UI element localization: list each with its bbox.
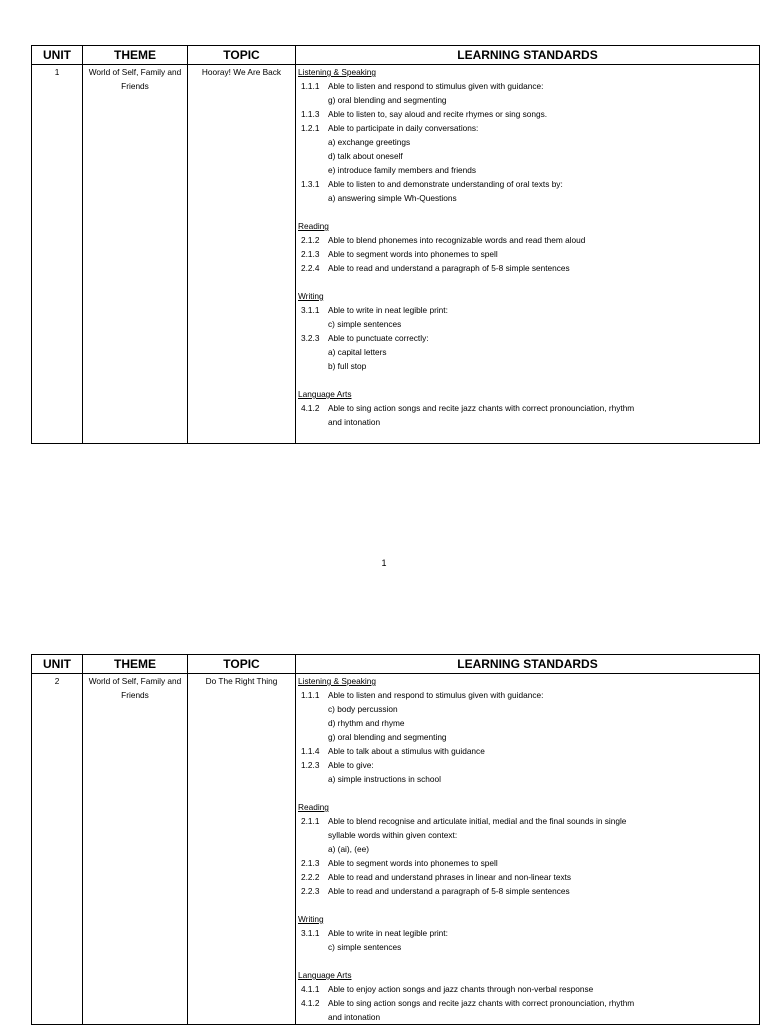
standard-subitem	[298, 135, 759, 149]
standard-text: Able to participate in daily conversations:	[328, 123, 479, 133]
standard-item	[298, 303, 759, 317]
standard-text: Able to read and understand a paragraph of 5-8 simple sentences	[328, 263, 570, 273]
standard-number: 3.1.1	[301, 305, 320, 315]
standard-subitem	[298, 702, 759, 716]
subitem-text: c) simple sentences	[328, 942, 402, 952]
standard-text: Able to punctuate correctly:	[328, 333, 429, 343]
section-heading: Reading	[298, 802, 329, 812]
section-heading: Writing	[298, 914, 324, 924]
standard-number: 2.1.3	[301, 858, 320, 868]
header-unit: UNIT	[32, 46, 83, 65]
standard-number: 2.1.1	[301, 816, 320, 826]
table-header-row	[32, 655, 760, 674]
header-learning-standards: LEARNING STANDARDS	[296, 655, 760, 674]
standard-item	[298, 870, 759, 884]
table-row	[32, 65, 760, 444]
unit-number: 2	[32, 674, 83, 1025]
standard-number: 3.2.3	[301, 333, 320, 343]
standard-subitem	[298, 149, 759, 163]
standard-number: 3.1.1	[301, 928, 320, 938]
standard-number: 2.2.3	[301, 886, 320, 896]
header-theme: THEME	[83, 46, 188, 65]
learning-standards-cell	[296, 65, 760, 444]
standard-subitem	[298, 359, 759, 373]
subitem-text: b) full stop	[328, 361, 367, 371]
subitem-text: g) oral blending and segmenting	[328, 732, 447, 742]
standard-subitem	[298, 842, 759, 856]
standard-item	[298, 107, 759, 121]
section-heading: Reading	[298, 221, 329, 231]
standard-item	[298, 744, 759, 758]
standard-text: Able to write in neat legible print:	[328, 928, 448, 938]
subitem-text: e) introduce family members and friends	[328, 165, 477, 175]
header-topic: TOPIC	[188, 46, 296, 65]
standard-continuation	[298, 415, 759, 429]
table-row	[32, 674, 760, 1025]
theme-cell: World of Self, Family and Friends	[83, 65, 188, 444]
continuation-text: syllable words within given context:	[328, 830, 458, 840]
standards-table-unit-2	[31, 654, 760, 1025]
standard-text: Able to blend recognise and articulate initial, medial and the final sounds in single	[328, 816, 627, 826]
section-heading: Language Arts	[298, 970, 352, 980]
standard-subitem	[298, 940, 759, 954]
standard-item	[298, 996, 759, 1010]
standard-number: 1.1.1	[301, 81, 320, 91]
standard-subitem	[298, 345, 759, 359]
subitem-text: a) capital letters	[328, 347, 387, 357]
standard-number: 2.2.4	[301, 263, 320, 273]
standard-number: 1.3.1	[301, 179, 320, 189]
subitem-text: a) simple instructions in school	[328, 774, 441, 784]
standard-number: 4.1.2	[301, 998, 320, 1008]
section-heading: Listening & Speaking	[298, 676, 376, 686]
blank-line	[298, 205, 759, 219]
standard-text: Able to listen to and demonstrate understanding of oral texts by:	[328, 179, 563, 189]
header-learning-standards: LEARNING STANDARDS	[296, 46, 760, 65]
standard-text: Able to listen and respond to stimulus given with guidance:	[328, 81, 544, 91]
standard-item	[298, 856, 759, 870]
standard-number: 1.2.3	[301, 760, 320, 770]
standard-item	[298, 247, 759, 261]
standard-number: 1.1.3	[301, 109, 320, 119]
section-heading: Listening & Speaking	[298, 67, 376, 77]
standard-number: 1.1.4	[301, 746, 320, 756]
standard-item	[298, 926, 759, 940]
standard-text: Able to segment words into phonemes to spell	[328, 249, 498, 259]
standard-subitem	[298, 93, 759, 107]
standard-item	[298, 233, 759, 247]
blank-line	[298, 954, 759, 968]
topic-cell: Do The Right Thing	[188, 674, 296, 1025]
standard-text: Able to read and understand phrases in linear and non-linear texts	[328, 872, 572, 882]
topic-cell: Hooray! We Are Back	[188, 65, 296, 444]
subitem-text: c) body percussion	[328, 704, 398, 714]
blank-line	[298, 898, 759, 912]
section-heading: Writing	[298, 291, 324, 301]
standard-text: Able to sing action songs and recite jazz chants with correct pronounciation, rhythm	[328, 403, 635, 413]
subitem-text: a) (ai), (ee)	[328, 844, 370, 854]
standard-item	[298, 79, 759, 93]
standard-item	[298, 177, 759, 191]
unit-number: 1	[32, 65, 83, 444]
standard-subitem	[298, 730, 759, 744]
standards-table-unit-1	[31, 45, 760, 444]
blank-line	[298, 373, 759, 387]
standard-subitem	[298, 191, 759, 205]
standard-text: Able to write in neat legible print:	[328, 305, 448, 315]
standard-continuation	[298, 1010, 759, 1024]
subitem-text: a) answering simple Wh-Questions	[328, 193, 457, 203]
standard-item	[298, 758, 759, 772]
standard-number: 2.2.2	[301, 872, 320, 882]
standard-number: 2.1.2	[301, 235, 320, 245]
standard-number: 1.2.1	[301, 123, 320, 133]
standard-text: Able to segment words into phonemes to spell	[328, 858, 498, 868]
standard-item	[298, 401, 759, 415]
standard-item	[298, 261, 759, 275]
subitem-text: d) talk about oneself	[328, 151, 403, 161]
standard-number: 4.1.1	[301, 984, 320, 994]
standard-number: 2.1.3	[301, 249, 320, 259]
subitem-text: c) simple sentences	[328, 319, 402, 329]
standard-text: Able to blend phonemes into recognizable words and read them aloud	[328, 235, 586, 245]
standard-text: Able to enjoy action songs and jazz chants through non-verbal response	[328, 984, 594, 994]
standard-text: Able to listen and respond to stimulus given with guidance:	[328, 690, 544, 700]
standard-text: Able to listen to, say aloud and recite rhymes or sing songs.	[328, 109, 548, 119]
section-heading: Language Arts	[298, 389, 352, 399]
subitem-text: g) oral blending and segmenting	[328, 95, 447, 105]
blank-line	[298, 429, 759, 443]
standard-subitem	[298, 163, 759, 177]
standard-number: 4.1.2	[301, 403, 320, 413]
standard-item	[298, 982, 759, 996]
standard-text: Able to give:	[328, 760, 374, 770]
standard-subitem	[298, 772, 759, 786]
standard-text: Able to sing action songs and recite jazz chants with correct pronounciation, rhythm	[328, 998, 635, 1008]
standard-item	[298, 331, 759, 345]
header-theme: THEME	[83, 655, 188, 674]
standard-continuation	[298, 828, 759, 842]
standard-number: 1.1.1	[301, 690, 320, 700]
standard-subitem	[298, 716, 759, 730]
theme-cell: World of Self, Family and Friends	[83, 674, 188, 1025]
standard-text: Able to talk about a stimulus with guidance	[328, 746, 485, 756]
standard-item	[298, 688, 759, 702]
learning-standards-cell	[296, 674, 760, 1025]
page-number: 1	[381, 558, 387, 568]
subitem-text: a) exchange greetings	[328, 137, 411, 147]
header-unit: UNIT	[32, 655, 83, 674]
continuation-text: and intonation	[328, 417, 381, 427]
header-topic: TOPIC	[188, 655, 296, 674]
blank-line	[298, 275, 759, 289]
standard-subitem	[298, 317, 759, 331]
table-header-row	[32, 46, 760, 65]
standard-item	[298, 884, 759, 898]
continuation-text: and intonation	[328, 1012, 381, 1022]
standard-item	[298, 121, 759, 135]
blank-line	[298, 786, 759, 800]
standard-text: Able to read and understand a paragraph of 5-8 simple sentences	[328, 886, 570, 896]
subitem-text: d) rhythm and rhyme	[328, 718, 405, 728]
standard-item	[298, 814, 759, 828]
